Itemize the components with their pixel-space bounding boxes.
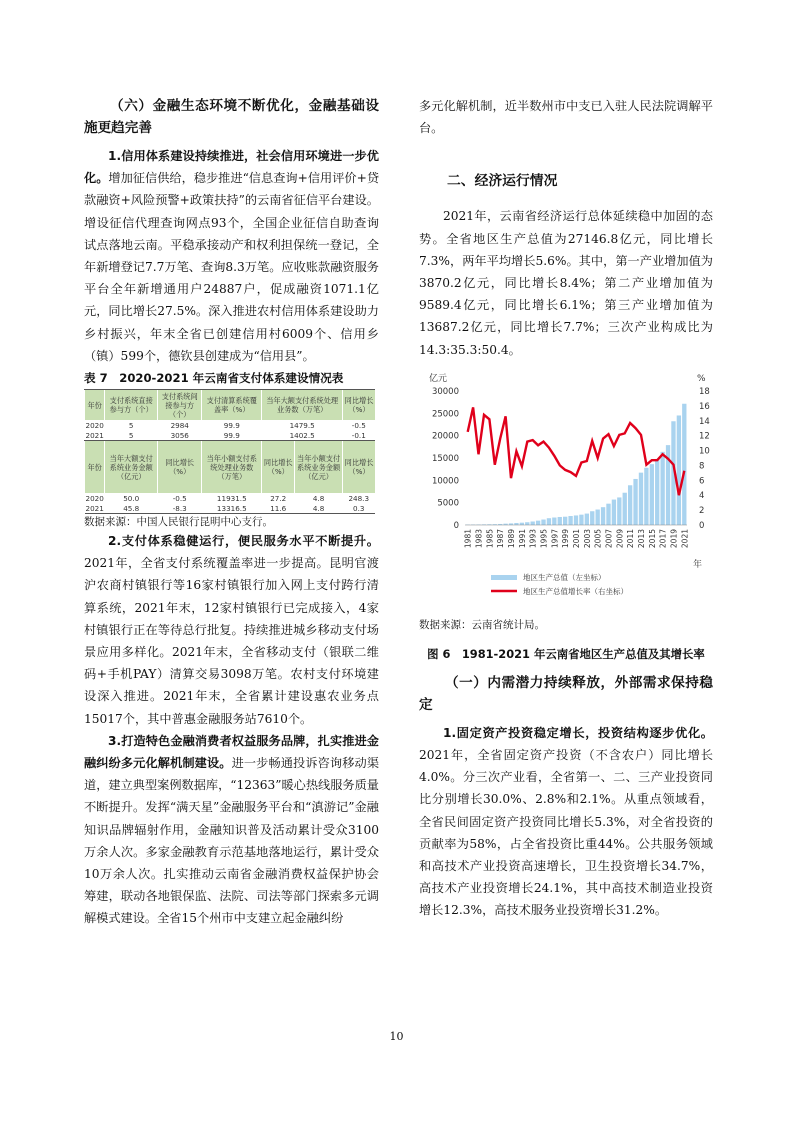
table-header: 支付清算系统覆盖率（%） — [202, 390, 262, 421]
left-tick-label: 30000 — [431, 386, 459, 397]
gdp-bar — [660, 452, 664, 525]
table-cell: 1402.5 — [289, 430, 315, 440]
gdp-bar — [531, 521, 535, 524]
gdp-chart — [419, 367, 713, 617]
gdp-bar — [601, 507, 605, 525]
x-tick-label: 1995 — [539, 528, 549, 548]
table-cell: -0.5 — [351, 420, 366, 430]
heading-economy: 二、经济运行情况 — [447, 173, 558, 190]
gdp-bar — [574, 515, 578, 525]
gdp-bar — [628, 485, 632, 525]
right-tick-label: 0 — [699, 520, 705, 531]
table-cell: 4.8 — [295, 503, 343, 514]
right-tick-label: 4 — [699, 491, 705, 502]
paragraph-credit — [84, 145, 379, 367]
table-cell: -8.3 — [158, 503, 202, 514]
left-tick-label: 10000 — [431, 476, 459, 487]
gdp-bar — [639, 472, 643, 524]
table-cell: 99.9 — [223, 430, 240, 440]
table-cell: 11931.5 — [216, 493, 247, 503]
gdp-bar — [612, 499, 616, 524]
right-tick-label: 8 — [699, 461, 705, 472]
paragraph-investment — [419, 722, 713, 922]
left-tick-label: 0 — [453, 520, 459, 531]
table-cell: 45.8 — [105, 503, 158, 514]
table-header: 同比增长（%） — [343, 390, 375, 421]
page-number: 10 — [389, 1030, 404, 1043]
table-source: 数据来源：中国人民银行昆明中心支行。 — [84, 516, 273, 529]
x-tick-label: 2015 — [647, 528, 657, 548]
x-tick-label: 2005 — [593, 528, 603, 548]
table-header-row-1 — [85, 390, 376, 421]
x-tick-label: 2021 — [680, 528, 690, 548]
x-tick-label: 2001 — [572, 528, 581, 548]
legend-growth: 地区生产总值增长率（右坐标） — [523, 586, 628, 596]
figure-6-caption: 图 6 1981-2021 年云南省地区生产总值及其增长率 — [427, 646, 705, 661]
table-cell: 248.3 — [348, 493, 370, 503]
left-tick-label: 15000 — [431, 453, 459, 464]
gdp-bar — [633, 479, 637, 525]
right-tick-label: 2 — [699, 505, 705, 516]
table-cell: 4.8 — [312, 493, 325, 503]
table-header: 同比增长（%） — [262, 441, 295, 494]
table-cell: 99.9 — [223, 420, 240, 430]
table-cell: 50.0 — [123, 493, 140, 503]
paragraph-consumer-rights-lead: 3.打造特色金融消费者权益服务品牌，扎实推进金融纠纷多元化解机制建设。 — [84, 733, 379, 771]
gdp-bar — [568, 516, 572, 525]
table-7-caption: 表 7 2020-2021 年云南省支付体系建设情况表 — [84, 371, 344, 386]
paragraph-economy: 2021年，云南省经济运行总体延续稳中加固的态势。全省地区生产总值为27146.8亿元，同比增长7.3%，两年平均增长5.6%。其中，第一产业增加值为3870.2亿元，同比增长8.4%；第二产业增加值为9589.4亿元，同比增长6.1%；第三产业增加值为13687.2亿元，同比增长7.7%；三次产业构成比为14.3:35.3:50.4。 — [419, 209, 713, 357]
x-tick-label: 2017 — [658, 528, 668, 548]
gdp-bar — [520, 523, 524, 525]
legend-gdp: 地区生产总值（左坐标） — [523, 572, 606, 582]
x-tick-label: 2019 — [669, 528, 679, 548]
gdp-bar — [563, 517, 567, 525]
table-header: 当年小额支付系统业务金额（亿元） — [295, 441, 343, 494]
x-tick-label: 1999 — [561, 528, 571, 548]
table-header: 同比增长（%） — [343, 441, 375, 494]
x-tick-label: 1997 — [550, 528, 560, 548]
paragraph-payment-text: 2021年，全省支付系统覆盖率进一步提高。昆明官渡沪农商村镇银行等16家村镇银行加入网上支付跨行清算系统，2021年末，12家村镇银行已完成接入，4家村镇银行正在等待总行批复。持续推进城乡移动支付场景应用多样化。2021年末，全省移动支付（银联二维码+手机PAY）清算交易3098万笔。农村支付环境建设深入推进。2021年末，全省累计建设惠农业务点15017个，其中普惠金融服务站7610个。 — [84, 556, 379, 726]
payment-system-table — [84, 389, 375, 514]
left-tick-label: 20000 — [431, 431, 459, 442]
right-unit-label: % — [697, 373, 706, 384]
gdp-bar — [585, 513, 589, 524]
table-cell: 3056 — [170, 430, 189, 440]
table-header: 年份 — [85, 441, 105, 494]
gdp-bar — [677, 415, 681, 525]
x-tick-label: 1987 — [496, 528, 506, 548]
table-cell: 5 — [128, 420, 134, 430]
table-cell: 27.2 — [270, 493, 287, 503]
gdp-bar — [655, 459, 659, 525]
gdp-bar — [579, 514, 583, 524]
table-cell: -0.5 — [172, 493, 187, 503]
gdp-bar — [617, 497, 621, 525]
table-header-row-2 — [85, 441, 376, 494]
gdp-bar — [644, 468, 648, 525]
right-tick-label: 12 — [699, 431, 710, 442]
paragraph-investment-text: 2021年，全省固定资产投资（不含农户）同比增长4.0%。分三次产业看，全省第一、二、三产业投资同比分别增长30.0%、2.8%和2.1%。从重点领域看，全省民间固定资产投资同比增长5.3%，对全省投资的贡献率为58%，占全省投资比重44%。公共服务领域和高技术产业投资高速增长，卫生投资增长34.7%，高技术产业投资增长24.1%，其中高技术制造业投资增长12.3%，高技术服务业投资增长31.2%。 — [419, 748, 713, 918]
gdp-bar — [536, 520, 540, 524]
x-tick-label: 1991 — [517, 528, 527, 548]
x-tick-label: 1989 — [507, 528, 517, 548]
gdp-bar — [552, 517, 556, 524]
table-row — [85, 420, 376, 430]
right-tick-label: 14 — [699, 416, 710, 427]
table-cell: 13316.5 — [202, 503, 262, 514]
table-header: 支付系统间接参与方（个） — [158, 390, 202, 421]
right-tick-label: 16 — [699, 401, 710, 412]
gdp-bar — [541, 519, 545, 524]
gdp-bar — [606, 504, 610, 525]
paragraph-payment — [84, 530, 379, 730]
paragraph-continued: 多元化解机制，近半数州市中支已入驻人民法院调解平台。 — [419, 99, 713, 136]
section-title-6: （六）金融生态环境不断优化，金融基础设施更趋完善 — [84, 98, 379, 136]
x-tick-label: 2007 — [604, 528, 614, 548]
table-header: 当年大额支付系统处理业务数（万笔） — [262, 390, 343, 421]
gdp-bar — [623, 493, 627, 525]
sub-heading-demand: （一）内需潜力持续释放，外部需求保持稳定 — [419, 674, 713, 713]
x-tick-label: 1985 — [485, 528, 495, 548]
table-row — [85, 430, 376, 441]
right-tick-label: 18 — [699, 386, 710, 397]
gdp-bar — [525, 522, 529, 525]
x-tick-label: 2011 — [626, 528, 636, 548]
paragraph-credit-lead: 1.信用体系建设持续推进，社会信用环境进一步优化。 — [84, 149, 379, 186]
x-tick-label: 1993 — [528, 528, 538, 548]
x-tick-label: 2003 — [582, 528, 592, 548]
left-unit-label: 亿元 — [429, 373, 448, 384]
gdp-bar — [547, 518, 551, 525]
gdp-bar — [650, 464, 654, 525]
table-header: 年份 — [85, 390, 105, 421]
table-cell: 2020 — [85, 493, 104, 503]
table-header: 当年小额支付系统处理业务数（万笔） — [202, 441, 262, 494]
x-tick-label: 1981 — [463, 528, 473, 548]
table-header: 支付系统直接参与方（个） — [105, 390, 158, 421]
gdp-bar — [514, 523, 518, 525]
figure-source: 数据来源：云南省统计局。 — [419, 618, 545, 631]
gdp-bar — [590, 511, 594, 525]
paragraph-payment-lead: 2.支付体系稳健运行，便民服务水平不断提升。 — [108, 534, 379, 549]
table-cell: 5 — [128, 430, 134, 440]
table-row — [85, 503, 376, 514]
left-column — [84, 95, 379, 930]
table-cell: 11.6 — [262, 503, 295, 514]
table-row — [85, 493, 376, 503]
x-tick-label: 1983 — [474, 528, 484, 548]
paragraph-consumer-rights — [84, 730, 379, 930]
gdp-bar — [595, 509, 599, 524]
table-cell: 2020 — [85, 420, 104, 430]
paragraph-investment-lead: 1.固定资产投资稳定增长，投资结构逐步优化。 — [443, 725, 713, 740]
table-cell: 1479.5 — [289, 420, 315, 430]
paragraph-consumer-rights-text: 进一步畅通投诉咨询移动渠道，建立典型案例数据库，“12363”暖心热线服务质量不断提升。发挥“满天星”金融服务平台和“滇游记”金融知识品牌辐射作用，金融知识普及活动累计受众3100万余人次。多家金融教育示范基地落地运行，累计受众10万余人次。扎实推动云南省金融消费权益保护协会筹建，联动各地银保监、法院、司法等部门探索多元调解模式建设。全省15个州市中支建立起金融纠纷 — [84, 756, 380, 926]
right-tick-label: 6 — [699, 476, 705, 487]
legend-bar-swatch — [491, 575, 517, 580]
gdp-bar — [558, 517, 562, 525]
table-cell: 0.3 — [343, 503, 375, 514]
table-cell: 2021 — [85, 430, 104, 440]
x-tick-label: 2013 — [636, 528, 646, 548]
x-axis-label: 年 — [693, 559, 703, 570]
left-tick-label: 25000 — [431, 409, 459, 420]
table-cell: 2021 — [85, 503, 104, 513]
table-header: 当年大额支付系统业务金额（亿元） — [105, 441, 158, 494]
table-header: 同比增长（%） — [158, 441, 202, 494]
x-tick-label: 2009 — [615, 528, 625, 548]
left-tick-label: 5000 — [437, 498, 459, 509]
table-cell: -0.1 — [351, 430, 366, 440]
table-cell: 2984 — [170, 420, 189, 430]
right-tick-label: 10 — [699, 446, 710, 457]
right-column — [419, 95, 713, 922]
paragraph-credit-text: 增加征信供给，稳步推进“信息查询+信用评价+贷款融资+风险预警+政策扶持”的云南省征信平台建设。增设征信代理查询网点93个，全国企业征信自助查询试点落地云南。平稳承接动产和权利担保统一登记，全年新增登记7.7万笔、查询8.3万笔。应收账款融资服务平台全年新增通用户24887户，促成融资1071.1亿元，同比增长27.5%。深入推进农村信用体系建设助力乡村振兴，年末全省已创建信用村6009个、信用乡（镇）599个，德钦县创建成为“信用县”。 — [84, 171, 380, 363]
gdp-bar — [682, 404, 686, 525]
